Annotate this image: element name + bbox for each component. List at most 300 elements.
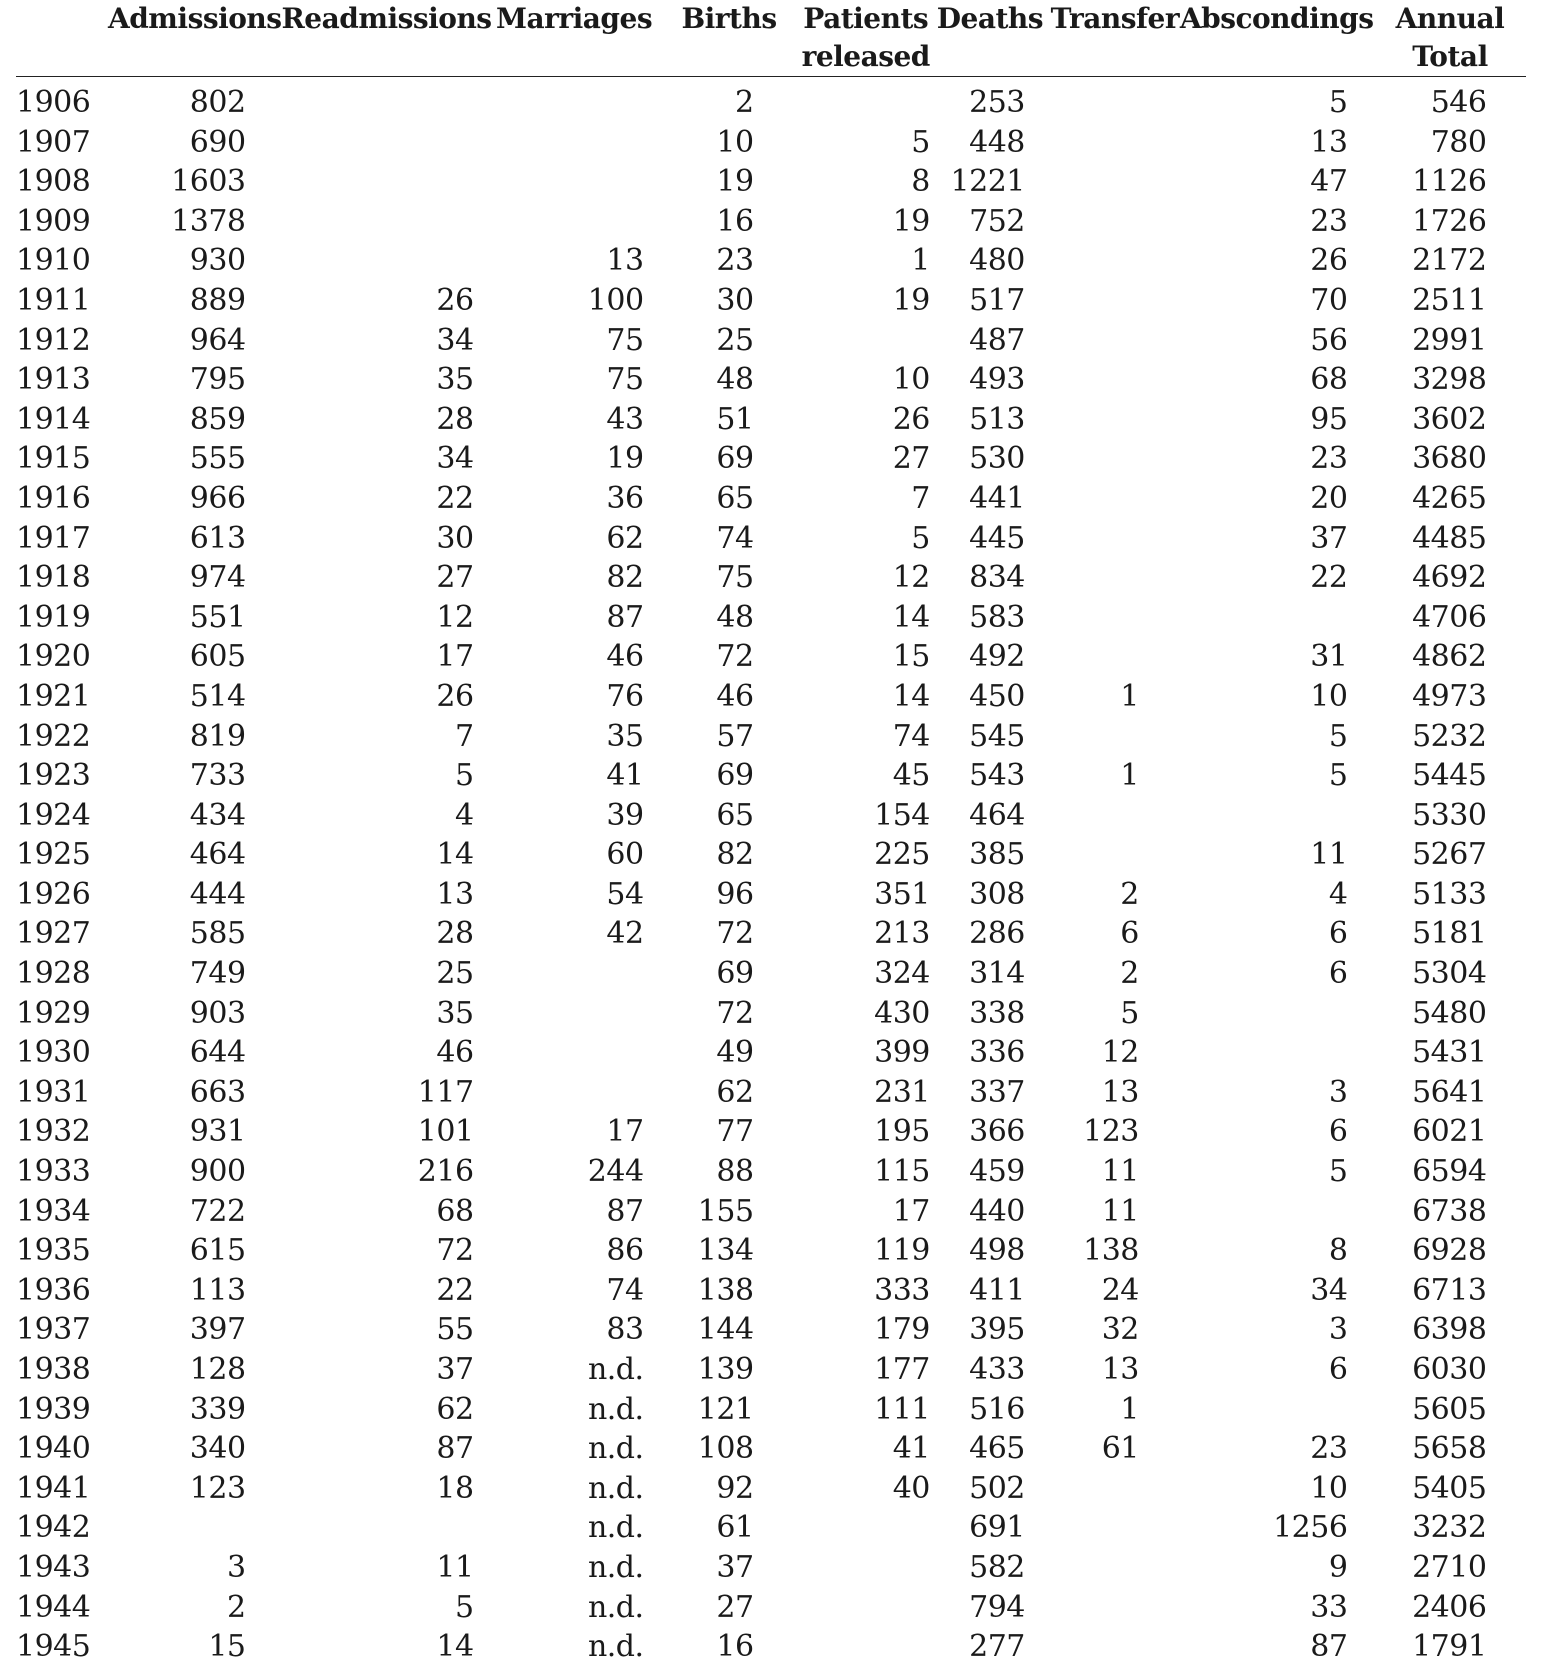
table-row xyxy=(16,439,1526,479)
cell-patients-released: 177 xyxy=(874,1352,930,1387)
cell-marriages: 87 xyxy=(606,1193,644,1229)
cell-annual-total: 5405 xyxy=(1412,1470,1487,1506)
cell-readmissions: 87 xyxy=(436,1431,474,1467)
cell-year: 1927 xyxy=(16,916,91,952)
cell-patients-released: 333 xyxy=(874,1272,930,1308)
cell-year: 1914 xyxy=(16,401,91,437)
cell-readmissions: 46 xyxy=(436,1035,474,1071)
cell-year: 1925 xyxy=(16,837,91,873)
cell-abscondings: 6 xyxy=(1328,1352,1348,1387)
cell-transfer xyxy=(1050,321,1180,361)
cell-patients-released: 351 xyxy=(874,876,930,912)
cell-deaths: 691 xyxy=(969,1510,1025,1546)
cell-deaths: 493 xyxy=(969,362,1025,398)
cell-abscondings: 5 xyxy=(1328,718,1348,754)
cell-year: 1935 xyxy=(16,1233,91,1269)
table-row xyxy=(16,1231,1526,1271)
cell-admissions: 966 xyxy=(189,480,246,516)
cell-births: 74 xyxy=(716,520,754,556)
cell-year: 1942 xyxy=(16,1510,91,1546)
cell-births: 72 xyxy=(716,995,754,1031)
cell-births: 108 xyxy=(697,1431,754,1467)
cell-marriages: 83 xyxy=(606,1312,644,1348)
cell-readmissions: 30 xyxy=(436,520,474,556)
cell-deaths: 465 xyxy=(969,1431,1025,1467)
cell-annual-total: 4862 xyxy=(1412,639,1487,675)
cell-transfer: 11 xyxy=(1101,1193,1139,1229)
cell-readmissions: 62 xyxy=(436,1391,474,1427)
table-row xyxy=(16,717,1526,757)
cell-transfer xyxy=(1050,1588,1180,1628)
cell-annual-total: 5431 xyxy=(1412,1035,1487,1071)
cell-readmissions: 35 xyxy=(436,995,474,1031)
cell-patients-released: 10 xyxy=(892,362,930,398)
cell-births: 139 xyxy=(697,1352,754,1387)
cell-admissions: 795 xyxy=(189,362,246,398)
cell-patients-released: 195 xyxy=(874,1114,930,1150)
cell-readmissions: 4 xyxy=(454,797,474,833)
cell-transfer: 1 xyxy=(1120,1391,1139,1427)
cell-readmissions: 27 xyxy=(436,560,474,596)
cell-births: 144 xyxy=(697,1312,754,1348)
cell-abscondings: 10 xyxy=(1310,678,1348,714)
cell-deaths: 336 xyxy=(969,1035,1025,1071)
cell-readmissions: 35 xyxy=(436,362,474,398)
table-row xyxy=(16,1508,1526,1548)
cell-abscondings: 87 xyxy=(1310,1629,1348,1665)
cell-abscondings: 6 xyxy=(1328,916,1348,952)
table-row xyxy=(16,994,1526,1034)
cell-annual-total: 780 xyxy=(1430,124,1487,160)
cell-admissions: 464 xyxy=(189,837,246,873)
cell-abscondings: 11 xyxy=(1310,837,1348,873)
cell-marriages: 35 xyxy=(606,718,644,754)
cell-abscondings: 23 xyxy=(1310,1431,1348,1467)
table-row xyxy=(16,914,1526,954)
cell-annual-total: 5304 xyxy=(1412,956,1487,992)
table-row xyxy=(16,875,1526,915)
cell-deaths: 411 xyxy=(969,1272,1025,1308)
cell-patients-released xyxy=(802,1508,930,1548)
cell-patients-released: 17 xyxy=(892,1193,930,1229)
cell-readmissions: 28 xyxy=(436,916,474,952)
cell-patients-released: 324 xyxy=(874,956,930,992)
cell-marriages: 13 xyxy=(606,243,644,279)
cell-transfer: 6 xyxy=(1120,916,1139,952)
cell-abscondings: 47 xyxy=(1310,164,1348,200)
cell-abscondings: 68 xyxy=(1310,362,1348,398)
cell-annual-total: 2406 xyxy=(1412,1589,1487,1625)
table-row xyxy=(16,1112,1526,1152)
cell-admissions: 663 xyxy=(189,1074,246,1110)
cell-annual-total: 6738 xyxy=(1412,1193,1487,1229)
cell-readmissions xyxy=(282,202,492,242)
cell-annual-total: 5232 xyxy=(1412,718,1487,754)
cell-year: 1922 xyxy=(16,718,91,754)
cell-patients-released: 213 xyxy=(874,916,930,952)
cell-deaths: 583 xyxy=(969,599,1025,635)
table-body xyxy=(16,77,1526,1667)
cell-patients-released: 5 xyxy=(911,124,930,160)
cell-deaths: 513 xyxy=(969,401,1025,437)
cell-year: 1910 xyxy=(16,243,91,279)
cell-births: 88 xyxy=(716,1154,754,1190)
cell-year: 1941 xyxy=(16,1470,91,1506)
cell-annual-total: 5181 xyxy=(1412,916,1487,952)
cell-marriages: n.d. xyxy=(587,1470,644,1506)
cell-admissions: 859 xyxy=(189,401,246,437)
table-row xyxy=(16,479,1526,519)
cell-abscondings xyxy=(1180,1192,1374,1232)
cell-admissions: 802 xyxy=(189,85,246,120)
cell-transfer xyxy=(1050,519,1180,559)
cell-patients-released xyxy=(802,77,930,123)
cell-deaths: 366 xyxy=(969,1114,1025,1150)
cell-births: 82 xyxy=(716,837,754,873)
cell-annual-total: 2991 xyxy=(1412,322,1487,358)
table-row xyxy=(16,835,1526,875)
table-row xyxy=(16,954,1526,994)
cell-admissions: 1378 xyxy=(171,203,246,239)
cell-annual-total: 2511 xyxy=(1412,282,1487,318)
cell-deaths: 516 xyxy=(969,1391,1025,1427)
cell-deaths: 459 xyxy=(969,1154,1025,1190)
cell-readmissions: 26 xyxy=(436,282,474,318)
cell-abscondings: 70 xyxy=(1310,282,1348,318)
cell-births: 16 xyxy=(716,203,754,239)
cell-abscondings: 22 xyxy=(1310,560,1348,596)
cell-admissions: 819 xyxy=(189,718,246,754)
cell-year: 1916 xyxy=(16,480,91,516)
cell-births: 96 xyxy=(716,876,754,912)
cell-admissions: 733 xyxy=(189,758,246,794)
cell-patients-released: 5 xyxy=(911,520,930,556)
cell-readmissions: 5 xyxy=(454,1589,474,1625)
cell-deaths: 253 xyxy=(969,85,1025,120)
header-transfer: Transfer xyxy=(1050,0,1180,77)
cell-transfer xyxy=(1050,77,1180,123)
cell-admissions: 903 xyxy=(189,995,246,1031)
cell-patients-released: 179 xyxy=(874,1312,930,1348)
cell-marriages xyxy=(492,123,657,163)
cell-year: 1906 xyxy=(16,85,91,120)
asylum-statistics-table xyxy=(16,0,1526,1667)
cell-births: 155 xyxy=(697,1193,754,1229)
cell-year: 1930 xyxy=(16,1035,91,1071)
cell-annual-total: 1726 xyxy=(1412,203,1487,239)
cell-admissions: 613 xyxy=(189,520,246,556)
cell-readmissions xyxy=(282,162,492,202)
cell-births: 121 xyxy=(697,1391,754,1427)
cell-marriages: 42 xyxy=(606,916,644,952)
cell-marriages: n.d. xyxy=(587,1352,644,1387)
cell-transfer: 2 xyxy=(1120,956,1139,992)
cell-transfer xyxy=(1050,1548,1180,1588)
cell-patients-released: 7 xyxy=(911,480,930,516)
cell-marriages: 244 xyxy=(587,1154,644,1190)
cell-year: 1945 xyxy=(16,1629,91,1665)
cell-readmissions: 55 xyxy=(436,1312,474,1348)
cell-patients-released: 27 xyxy=(892,441,930,477)
cell-deaths: 395 xyxy=(969,1312,1025,1348)
cell-annual-total: 6713 xyxy=(1412,1272,1487,1308)
cell-abscondings: 10 xyxy=(1310,1470,1348,1506)
cell-transfer xyxy=(1050,637,1180,677)
cell-deaths: 385 xyxy=(969,837,1025,873)
cell-patients-released: 225 xyxy=(874,837,930,873)
cell-year: 1915 xyxy=(16,441,91,477)
cell-births: 48 xyxy=(716,362,754,398)
table-row xyxy=(16,1429,1526,1469)
cell-abscondings: 33 xyxy=(1310,1589,1348,1625)
cell-marriages: 75 xyxy=(606,362,644,398)
cell-marriages xyxy=(492,202,657,242)
cell-births: 77 xyxy=(716,1114,754,1150)
cell-readmissions: 18 xyxy=(436,1470,474,1506)
cell-year: 1907 xyxy=(16,124,91,160)
cell-transfer xyxy=(1050,439,1180,479)
cell-transfer xyxy=(1050,479,1180,519)
cell-deaths: 450 xyxy=(969,678,1025,714)
cell-year: 1923 xyxy=(16,758,91,794)
header-deaths: Deaths xyxy=(930,0,1050,77)
cell-abscondings: 20 xyxy=(1310,480,1348,516)
cell-deaths: 337 xyxy=(969,1074,1025,1110)
cell-annual-total: 1791 xyxy=(1412,1629,1487,1665)
cell-births: 30 xyxy=(716,282,754,318)
cell-admissions: 615 xyxy=(189,1233,246,1269)
header-births: Births xyxy=(657,0,802,77)
table-row xyxy=(16,1350,1526,1390)
cell-year: 1913 xyxy=(16,362,91,398)
cell-year: 1934 xyxy=(16,1193,91,1229)
cell-deaths: 480 xyxy=(969,243,1025,279)
cell-abscondings: 3 xyxy=(1328,1312,1348,1348)
cell-annual-total: 6928 xyxy=(1412,1233,1487,1269)
cell-annual-total: 3232 xyxy=(1412,1510,1487,1546)
cell-marriages: 39 xyxy=(606,797,644,833)
cell-transfer: 1 xyxy=(1120,758,1139,794)
table-row xyxy=(16,1310,1526,1350)
cell-transfer xyxy=(1050,835,1180,875)
cell-deaths: 448 xyxy=(969,124,1025,160)
cell-deaths: 543 xyxy=(969,758,1025,794)
cell-marriages xyxy=(492,77,657,123)
cell-transfer xyxy=(1050,400,1180,440)
cell-abscondings: 23 xyxy=(1310,203,1348,239)
cell-deaths: 277 xyxy=(969,1629,1025,1665)
cell-admissions: 340 xyxy=(189,1431,246,1467)
cell-marriages: 87 xyxy=(606,599,644,635)
cell-year: 1932 xyxy=(16,1114,91,1150)
cell-births: 69 xyxy=(716,441,754,477)
cell-patients-released: 12 xyxy=(892,560,930,596)
cell-births: 16 xyxy=(716,1629,754,1665)
cell-admissions: 551 xyxy=(189,599,246,635)
cell-admissions: 339 xyxy=(189,1391,246,1427)
cell-admissions: 585 xyxy=(189,916,246,952)
cell-transfer: 123 xyxy=(1083,1114,1139,1150)
table-row xyxy=(16,202,1526,242)
cell-annual-total: 4692 xyxy=(1412,560,1487,596)
cell-abscondings: 8 xyxy=(1328,1233,1348,1269)
cell-abscondings: 4 xyxy=(1328,876,1348,912)
cell-abscondings: 13 xyxy=(1310,124,1348,160)
cell-year: 1911 xyxy=(16,282,91,318)
table-row xyxy=(16,1548,1526,1588)
cell-transfer xyxy=(1050,123,1180,163)
cell-admissions: 690 xyxy=(189,124,246,160)
cell-deaths: 582 xyxy=(969,1549,1025,1585)
cell-readmissions: 28 xyxy=(436,401,474,437)
cell-marriages: n.d. xyxy=(587,1391,644,1427)
cell-readmissions: 13 xyxy=(436,876,474,912)
cell-marriages: 60 xyxy=(606,837,644,873)
cell-patients-released: 119 xyxy=(874,1233,930,1269)
cell-marriages: 82 xyxy=(606,560,644,596)
cell-deaths: 530 xyxy=(969,441,1025,477)
table-row xyxy=(16,123,1526,163)
cell-abscondings xyxy=(1180,796,1374,836)
cell-deaths: 794 xyxy=(969,1589,1025,1625)
cell-transfer xyxy=(1050,598,1180,638)
cell-annual-total: 4973 xyxy=(1412,678,1487,714)
cell-readmissions: 72 xyxy=(436,1233,474,1269)
cell-year: 1939 xyxy=(16,1391,91,1427)
cell-transfer xyxy=(1050,796,1180,836)
cell-year: 1924 xyxy=(16,797,91,833)
cell-readmissions xyxy=(282,1508,492,1548)
table-row xyxy=(16,1192,1526,1232)
header-admissions: Admissions xyxy=(108,0,282,77)
cell-marriages: n.d. xyxy=(587,1629,644,1665)
cell-marriages: 100 xyxy=(587,282,644,318)
cell-marriages xyxy=(492,1073,657,1113)
cell-year: 1933 xyxy=(16,1154,91,1190)
cell-readmissions: 17 xyxy=(436,639,474,675)
cell-transfer: 32 xyxy=(1101,1312,1139,1348)
cell-year: 1919 xyxy=(16,599,91,635)
cell-patients-released: 14 xyxy=(892,599,930,635)
table-row xyxy=(16,796,1526,836)
cell-annual-total: 2172 xyxy=(1412,243,1487,279)
cell-annual-total: 6398 xyxy=(1412,1312,1487,1348)
cell-deaths: 545 xyxy=(969,718,1025,754)
cell-marriages xyxy=(492,162,657,202)
cell-patients-released: 154 xyxy=(874,797,930,833)
cell-readmissions xyxy=(282,77,492,123)
cell-marriages: 86 xyxy=(606,1233,644,1269)
cell-patients-released: 74 xyxy=(892,718,930,754)
header-row xyxy=(16,0,1526,77)
cell-year: 1926 xyxy=(16,876,91,912)
cell-patients-released: 399 xyxy=(874,1035,930,1071)
cell-marriages: n.d. xyxy=(587,1549,644,1585)
cell-readmissions: 22 xyxy=(436,1272,474,1308)
cell-transfer xyxy=(1050,558,1180,598)
cell-year: 1938 xyxy=(16,1352,91,1387)
table-row xyxy=(16,756,1526,796)
cell-annual-total: 5330 xyxy=(1412,797,1487,833)
cell-annual-total: 4265 xyxy=(1412,480,1487,516)
header-annual-total: Annual Total xyxy=(1373,0,1526,77)
cell-transfer: 13 xyxy=(1101,1352,1139,1387)
table-row xyxy=(16,162,1526,202)
cell-annual-total: 3298 xyxy=(1412,362,1487,398)
cell-year: 1936 xyxy=(16,1272,91,1308)
cell-year: 1937 xyxy=(16,1312,91,1348)
cell-readmissions: 14 xyxy=(436,1629,474,1665)
table-row xyxy=(16,519,1526,559)
cell-admissions: 555 xyxy=(189,441,246,477)
cell-transfer: 1 xyxy=(1120,678,1139,714)
cell-year: 1921 xyxy=(16,678,91,714)
cell-year: 1929 xyxy=(16,995,91,1031)
cell-admissions: 644 xyxy=(189,1035,246,1071)
cell-transfer xyxy=(1050,162,1180,202)
cell-abscondings: 23 xyxy=(1310,441,1348,477)
cell-births: 10 xyxy=(716,124,754,160)
cell-admissions: 128 xyxy=(189,1352,246,1387)
cell-births: 72 xyxy=(716,639,754,675)
cell-births: 48 xyxy=(716,599,754,635)
cell-patients-released: 14 xyxy=(892,678,930,714)
cell-births: 61 xyxy=(716,1510,754,1546)
cell-transfer xyxy=(1050,1469,1180,1509)
cell-abscondings xyxy=(1180,598,1374,638)
cell-marriages: 43 xyxy=(606,401,644,437)
cell-admissions: 3 xyxy=(226,1549,246,1585)
cell-deaths: 338 xyxy=(969,995,1025,1031)
cell-year: 1920 xyxy=(16,639,91,675)
cell-abscondings: 34 xyxy=(1310,1272,1348,1308)
cell-admissions: 123 xyxy=(189,1470,246,1506)
cell-transfer xyxy=(1050,717,1180,757)
cell-abscondings: 6 xyxy=(1328,1114,1348,1150)
cell-readmissions xyxy=(282,123,492,163)
cell-births: 69 xyxy=(716,956,754,992)
header-marriages: Marriages xyxy=(492,0,657,77)
cell-readmissions: 7 xyxy=(454,718,474,754)
cell-patients-released: 1 xyxy=(911,243,930,279)
cell-births: 138 xyxy=(697,1272,754,1308)
cell-admissions: 397 xyxy=(189,1312,246,1348)
cell-annual-total: 2710 xyxy=(1412,1549,1487,1585)
table-row xyxy=(16,1469,1526,1509)
cell-abscondings: 6 xyxy=(1328,956,1348,992)
cell-marriages: 17 xyxy=(606,1114,644,1150)
cell-marriages xyxy=(492,954,657,994)
cell-abscondings: 1256 xyxy=(1273,1510,1348,1546)
cell-patients-released xyxy=(802,321,930,361)
cell-annual-total: 5641 xyxy=(1412,1074,1487,1110)
cell-abscondings: 95 xyxy=(1310,401,1348,437)
cell-marriages: 41 xyxy=(606,758,644,794)
cell-readmissions: 216 xyxy=(417,1154,474,1190)
cell-births: 27 xyxy=(716,1589,754,1625)
cell-patients-released: 45 xyxy=(892,758,930,794)
cell-births: 65 xyxy=(716,797,754,833)
cell-transfer: 2 xyxy=(1120,876,1139,912)
cell-abscondings: 5 xyxy=(1328,85,1348,120)
cell-year: 1908 xyxy=(16,164,91,200)
cell-admissions: 749 xyxy=(189,956,246,992)
cell-marriages: 76 xyxy=(606,678,644,714)
table-row xyxy=(16,637,1526,677)
cell-patients-released: 41 xyxy=(892,1431,930,1467)
cell-marriages: 46 xyxy=(606,639,644,675)
table-row xyxy=(16,1390,1526,1430)
